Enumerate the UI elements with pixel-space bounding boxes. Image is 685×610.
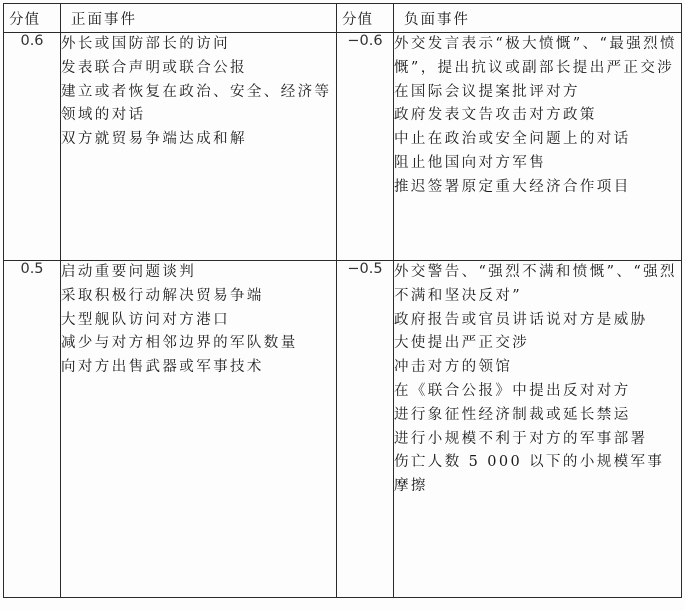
header-positive-score: 分值 bbox=[4, 4, 61, 33]
positive-event: 双方就贸易争端达成和解 bbox=[61, 131, 247, 148]
positive-event: 外长或国防部长的访问 bbox=[61, 36, 230, 52]
header-row bbox=[4, 4, 682, 33]
positive-events-cell bbox=[61, 261, 337, 598]
header-positive-events: 正面事件 bbox=[61, 4, 337, 33]
positive-score-cell: 0.6 bbox=[4, 33, 61, 261]
negative-event: 进行小规模不利于对方的军事部署 bbox=[394, 430, 648, 447]
negative-event: 冲击对方的领馆 bbox=[394, 359, 513, 376]
positive-score-cell: 0.5 bbox=[4, 261, 61, 598]
positive-event: 向对方出售武器或军事技术 bbox=[61, 359, 264, 376]
negative-event: 阻止他国向对方军售 bbox=[394, 154, 547, 171]
negative-score-cell: −0.6 bbox=[337, 33, 394, 261]
negative-event: 进行象征性经济制裁或延长禁运 bbox=[394, 406, 631, 423]
negative-event: 大使提出严正交涉 bbox=[394, 335, 530, 352]
negative-event: 政府发表文告攻击对方政策 bbox=[394, 107, 597, 124]
negative-event: 中止在政治或安全问题上的对话 bbox=[394, 131, 631, 148]
negative-event: 外交发言表示“极大愤慨”、“最强烈愤慨”，提出抗议或副部长提出严正交涉 bbox=[394, 36, 677, 76]
negative-events-cell bbox=[394, 261, 682, 598]
positive-event: 采取积极行动解决贸易争端 bbox=[61, 287, 264, 304]
event-score-table bbox=[3, 3, 682, 598]
table-row bbox=[4, 33, 682, 261]
negative-score-cell: −0.5 bbox=[337, 261, 394, 598]
negative-event: 在国际会议提案批评对方 bbox=[394, 83, 580, 100]
positive-event: 大型舰队访问对方港口 bbox=[61, 311, 230, 328]
positive-event: 启动重要问题谈判 bbox=[61, 264, 197, 280]
header-negative-events: 负面事件 bbox=[394, 4, 682, 33]
negative-event: 在《联合公报》中提出反对对方 bbox=[394, 382, 631, 399]
table-row bbox=[4, 261, 682, 598]
positive-event: 发表联合声明或联合公报 bbox=[61, 59, 247, 76]
positive-events-cell bbox=[61, 33, 337, 261]
positive-event: 建立或者恢复在政治、安全、经济等领域的对话 bbox=[61, 83, 332, 124]
negative-event: 伤亡人数 5 000 以下的小规模军事摩擦 bbox=[394, 454, 665, 495]
positive-event: 减少与对方相邻边界的军队数量 bbox=[61, 335, 298, 352]
negative-event: 推迟签署原定重大经济合作项目 bbox=[394, 178, 631, 195]
negative-event: 政府报告或官员讲话说对方是威胁 bbox=[394, 311, 648, 328]
header-negative-score: 分值 bbox=[337, 4, 394, 33]
negative-events-cell bbox=[394, 33, 682, 261]
negative-event: 外交警告、“强烈不满和愤慨”、“强烈不满和坚决反对” bbox=[394, 264, 677, 304]
